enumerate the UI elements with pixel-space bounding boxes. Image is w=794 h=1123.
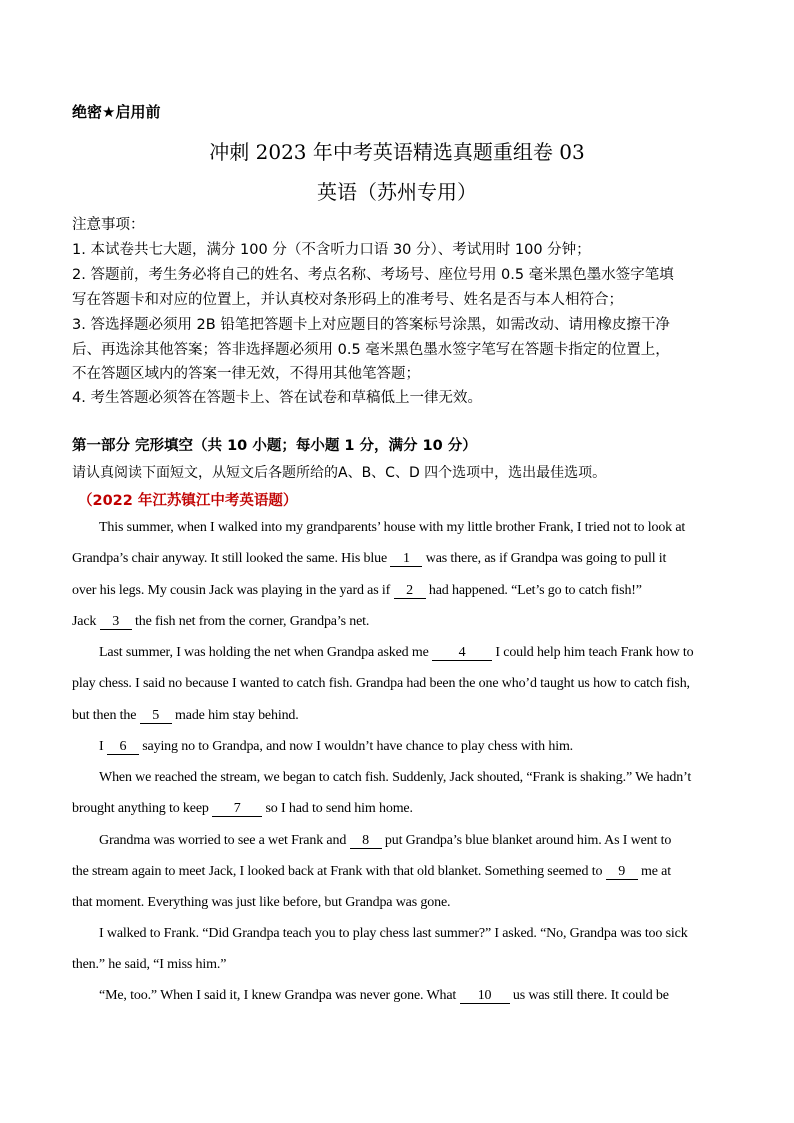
blank-4: 4 bbox=[432, 646, 492, 661]
blank-1: 1 bbox=[390, 552, 422, 567]
passage-text: “Me, too.” When I said it, I knew Grandpa was never gone. What bbox=[99, 988, 457, 1003]
passage-text: Last summer, I was holding the net when Grandpa asked me bbox=[99, 645, 429, 660]
passage-line bbox=[72, 801, 413, 817]
passage-text: put Grandpa’s blue blanket around him. As I went to bbox=[384, 833, 672, 848]
passage-text: but then the bbox=[72, 708, 137, 723]
passage-line bbox=[99, 988, 669, 1004]
note-line: 1. 本试卷共七大题，满分 100 分（不含听力口语 30 分）、考试用时 100 分钟； bbox=[72, 242, 591, 258]
passage-line: then.” he said, “I miss him.” bbox=[72, 957, 227, 972]
passage-text: had happened. “Let’s go to catch fish!” bbox=[428, 583, 642, 598]
blank-8: 8 bbox=[350, 834, 382, 849]
section-heading: 第一部分 完形填空（共 10 小题；每小题 1 分，满分 10 分） bbox=[72, 438, 477, 454]
note-line: 写在答题卡和对应的位置上，并认真校对条形码上的准考号、姓名是否与本人相符合； bbox=[72, 292, 623, 308]
section-instructions: 请认真阅读下面短文，从短文后各题所给的A、B、C、D 四个选项中，选出最佳选项。 bbox=[72, 465, 607, 481]
blank-3: 3 bbox=[100, 615, 132, 630]
note-line: 3. 答选择题必须用 2B 铅笔把答题卡上对应题目的答案标号涂黑，如需改动、请用橡皮擦干净 bbox=[72, 317, 670, 333]
blank-10: 10 bbox=[460, 989, 510, 1004]
blank-6: 6 bbox=[107, 740, 139, 755]
passage-text: the fish net from the corner, Grandpa’s net. bbox=[135, 614, 370, 629]
passage-line bbox=[99, 739, 573, 755]
passage-line: This summer, when I walked into my grandparents’ house with my little brother Frank, I tried not to look at bbox=[99, 520, 686, 535]
exam-subtitle: 英语（苏州专用） bbox=[317, 180, 477, 204]
confidential-label: 绝密★启用前 bbox=[72, 103, 161, 121]
passage-text: was there, as if Grandpa was going to pull it bbox=[425, 551, 667, 566]
exam-title: 冲刺 2023 年中考英语精选真题重组卷 03 bbox=[209, 140, 585, 164]
question-source: （2022 年江苏镇江中考英语题） bbox=[78, 493, 298, 509]
note-line: 4. 考生答题必须答在答题卡上、答在试卷和草稿低上一律无效。 bbox=[72, 390, 482, 406]
passage-text: Grandpa’s chair anyway. It still looked the same. His blue bbox=[72, 551, 388, 566]
note-line: 不在答题区域内的答案一律无效，不得用其他笔答题； bbox=[72, 366, 420, 382]
passage-line bbox=[99, 645, 693, 661]
passage-line bbox=[72, 864, 671, 880]
passage-line: I walked to Frank. “Did Grandpa teach you to play chess last summer?” I asked. “No, Grandpa was too sick bbox=[99, 926, 688, 941]
passage-line bbox=[99, 833, 671, 849]
passage-text: Grandma was worried to see a wet Frank and bbox=[99, 833, 347, 848]
note-line: 2. 答题前，考生务必将自己的姓名、考点名称、考场号、座位号用 0.5 毫米黑色墨水签字笔填 bbox=[72, 267, 674, 283]
passage-text: Jack bbox=[72, 614, 97, 629]
passage-line bbox=[72, 551, 666, 567]
note-line: 后、再选涂其他答案；答非选择题必须用 0.5 毫米黑色墨水签字笔写在答题卡指定的位置上， bbox=[72, 342, 670, 358]
passage-line: play chess. I said no because I wanted to catch fish. Grandpa had been the one who’d taught us how to catch fish, bbox=[72, 676, 690, 691]
passage-text: I bbox=[99, 739, 104, 754]
passage-line bbox=[72, 583, 642, 599]
passage-line bbox=[72, 614, 369, 630]
passage-text: me at bbox=[641, 864, 671, 879]
passage-text: the stream again to meet Jack, I looked back at Frank with that old blanket. Something seemed to bbox=[72, 864, 603, 879]
passage-text: so I had to send him home. bbox=[265, 801, 413, 816]
blank-7: 7 bbox=[212, 802, 262, 817]
passage-text: I could help him teach Frank how to bbox=[495, 645, 694, 660]
blank-9: 9 bbox=[606, 865, 638, 880]
passage-text: made him stay behind. bbox=[175, 708, 299, 723]
notes-heading: 注意事项： bbox=[72, 217, 145, 233]
blank-5: 5 bbox=[140, 709, 172, 724]
passage-text: brought anything to keep bbox=[72, 801, 209, 816]
passage-text: over his legs. My cousin Jack was playing in the yard as if bbox=[72, 583, 391, 598]
passage-line: that moment. Everything was just like before, but Grandpa was gone. bbox=[72, 895, 451, 910]
passage-line bbox=[72, 708, 299, 724]
blank-2: 2 bbox=[394, 584, 426, 599]
passage-line: When we reached the stream, we began to catch fish. Suddenly, Jack shouted, “Frank is shaking.” We hadn’t bbox=[99, 770, 692, 785]
passage-text: us was still there. It could be bbox=[512, 988, 669, 1003]
passage-text: saying no to Grandpa, and now I wouldn’t have chance to play chess with him. bbox=[142, 739, 574, 754]
